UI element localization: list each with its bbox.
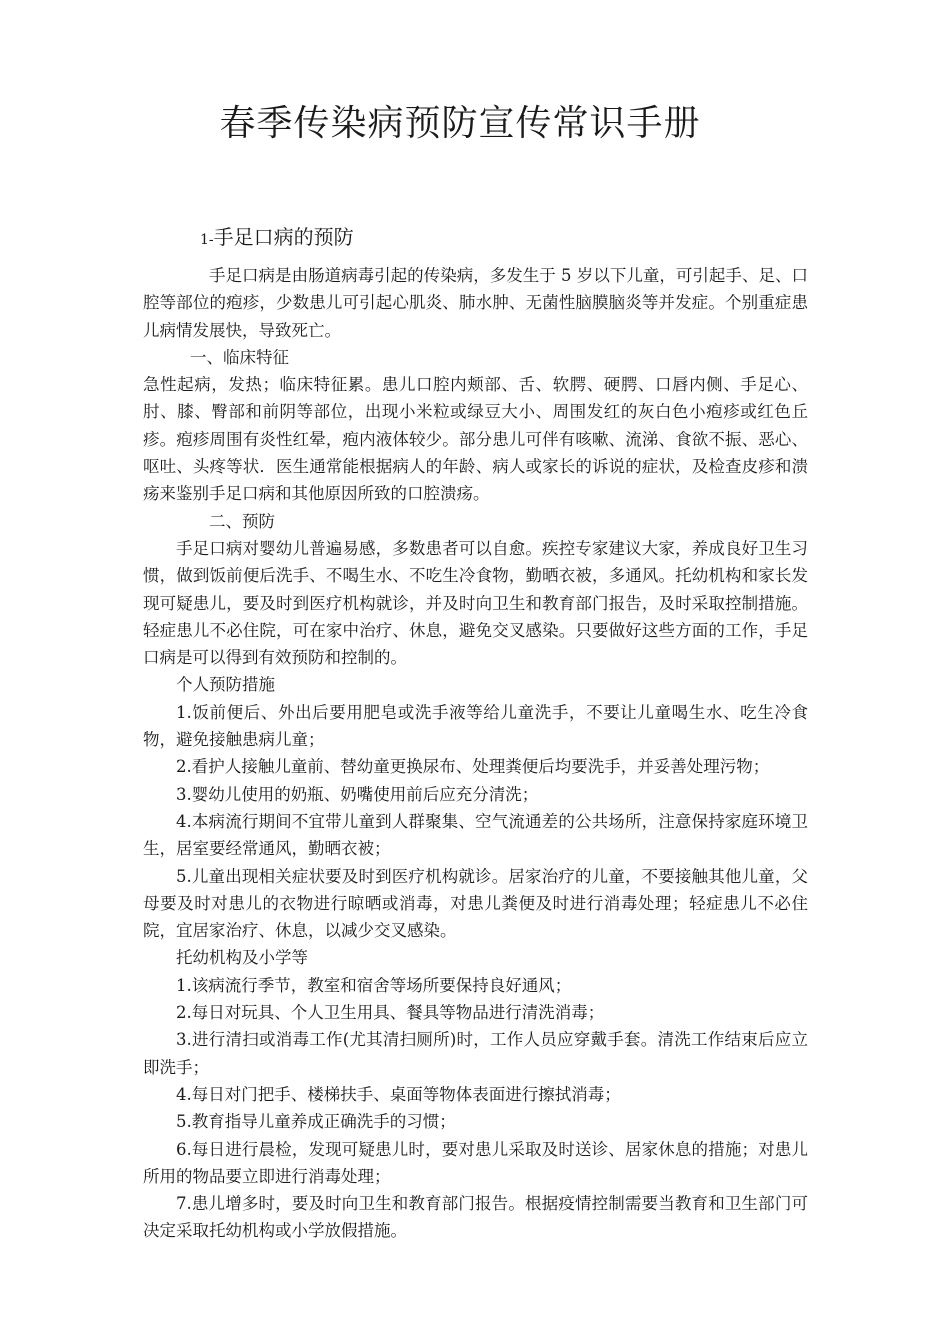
institution-item: 5.教育指导儿童养成正确洗手的习惯； xyxy=(176,1112,456,1132)
institution-item: 3.进行清扫或消毒工作(尤其清扫厕所)时，工作人员应穿戴手套。清洗工作结束后应立即洗手； xyxy=(143,1030,808,1077)
institution-item: 7.患儿增多时，要及时向卫生和教育部门报告。根据疫情控制需要当教育和卫生部门可决定采取托幼机构或小学放假措施。 xyxy=(143,1194,808,1241)
clinical-paragraph: 急性起病，发热；临床特征累。患儿口腔内颊部、舌、软腭、硬腭、口唇内侧、手足心、肘、膝、臀部和前阴等部位，出现小米粒或绿豆大小、周围发红的灰白色小疱疹或红色丘疹。疱疹周围有炎性红晕，疱内液体较少。部分患儿可伴有咳嗽、流涕、食欲不振、恶心、呕吐、头疼等状．医生通常能根据病人的年龄、病人或家长的诉说的症状，及检查皮疹和溃疡来鉴别手足口病和其他原因所致的口腔溃疡。 xyxy=(143,375,808,504)
personal-measures-heading: 个人预防措施 xyxy=(176,675,275,695)
page-title: 春季传染病预防宣传常识手册 xyxy=(219,103,701,144)
section-heading xyxy=(200,222,354,255)
institution-item: 1.该病流行季节，教室和宿舍等场所要保持良好通风； xyxy=(176,975,572,995)
section-title: 手足口病的预防 xyxy=(213,225,354,249)
personal-item: 2.看护人接触儿童前、替幼童更换尿布、处理粪便后均要洗手，并妥善处理污物； xyxy=(176,757,770,777)
section-number: 1- xyxy=(200,232,214,248)
institution-measures-heading: 托幼机构及小学等 xyxy=(176,948,308,968)
prevention-paragraph: 手足口病对婴幼儿普遍易感，多数患者可以自愈。疾控专家建议大家，养成良好卫生习惯，做到饭前便后洗手、不喝生水、不吃生冷食物，勤晒衣被，多通风。托幼机构和家长发现可疑患儿，要及时到医疗机构就诊，并及时向卫生和教育部门报告，及时采取控制措施。轻症患儿不必住院，可在家中治疗、休息，避免交叉感染。只要做好这些方面的工作，手足口病是可以得到有效预防和控制的。 xyxy=(143,538,808,668)
institution-item: 4.每日对门把手、楼梯扶手、桌面等物体表面进行擦拭消毒； xyxy=(176,1084,621,1104)
personal-item: 1.饭前便后、外出后要用肥皂或洗手液等给儿童洗手，不要让儿童喝生水、吃生冷食物，避免接触患病儿童； xyxy=(143,702,808,750)
personal-item: 3.婴幼儿使用的奶瓶、奶嘴使用前后应充分清洗； xyxy=(176,784,539,804)
personal-item: 5.儿童出现相关症状要及时到医疗机构就诊。居家治疗的儿童，不要接触其他儿童，父母要及时对患儿的衣物进行晾晒或消毒，对患儿粪便及时进行消毒处理；轻症患儿不必住院，宜居家治疗、休息，以减少交叉感染。 xyxy=(143,866,808,941)
clinical-heading: 一、临床特征 xyxy=(190,347,289,367)
personal-item: 4.本病流行期间不宜带儿童到人群聚集、空气流通差的公共场所，注意保持家庭环境卫生，居室要经常通风，勤晒衣被； xyxy=(143,811,808,859)
document-body xyxy=(143,262,808,1245)
intro-paragraph: 手足口病是由肠道病毒引起的传染病，多发生于 5 岁以下儿童，可引起手、足、口腔等部位的疱疹，少数患儿可引起心肌炎、肺水肿、无菌性脑膜脑炎等并发症。个别重症患儿病情发展快，导致死亡。 xyxy=(143,266,808,340)
institution-item: 6.每日进行晨检，发现可疑患儿时，要对患儿采取及时送诊、居家休息的措施；对患儿所用的物品要立即进行消毒处理； xyxy=(143,1139,808,1186)
institution-item: 2.每日对玩具、个人卫生用具、餐具等物品进行清洗消毒； xyxy=(176,1003,605,1023)
prevention-heading: 二、预防 xyxy=(209,511,275,531)
